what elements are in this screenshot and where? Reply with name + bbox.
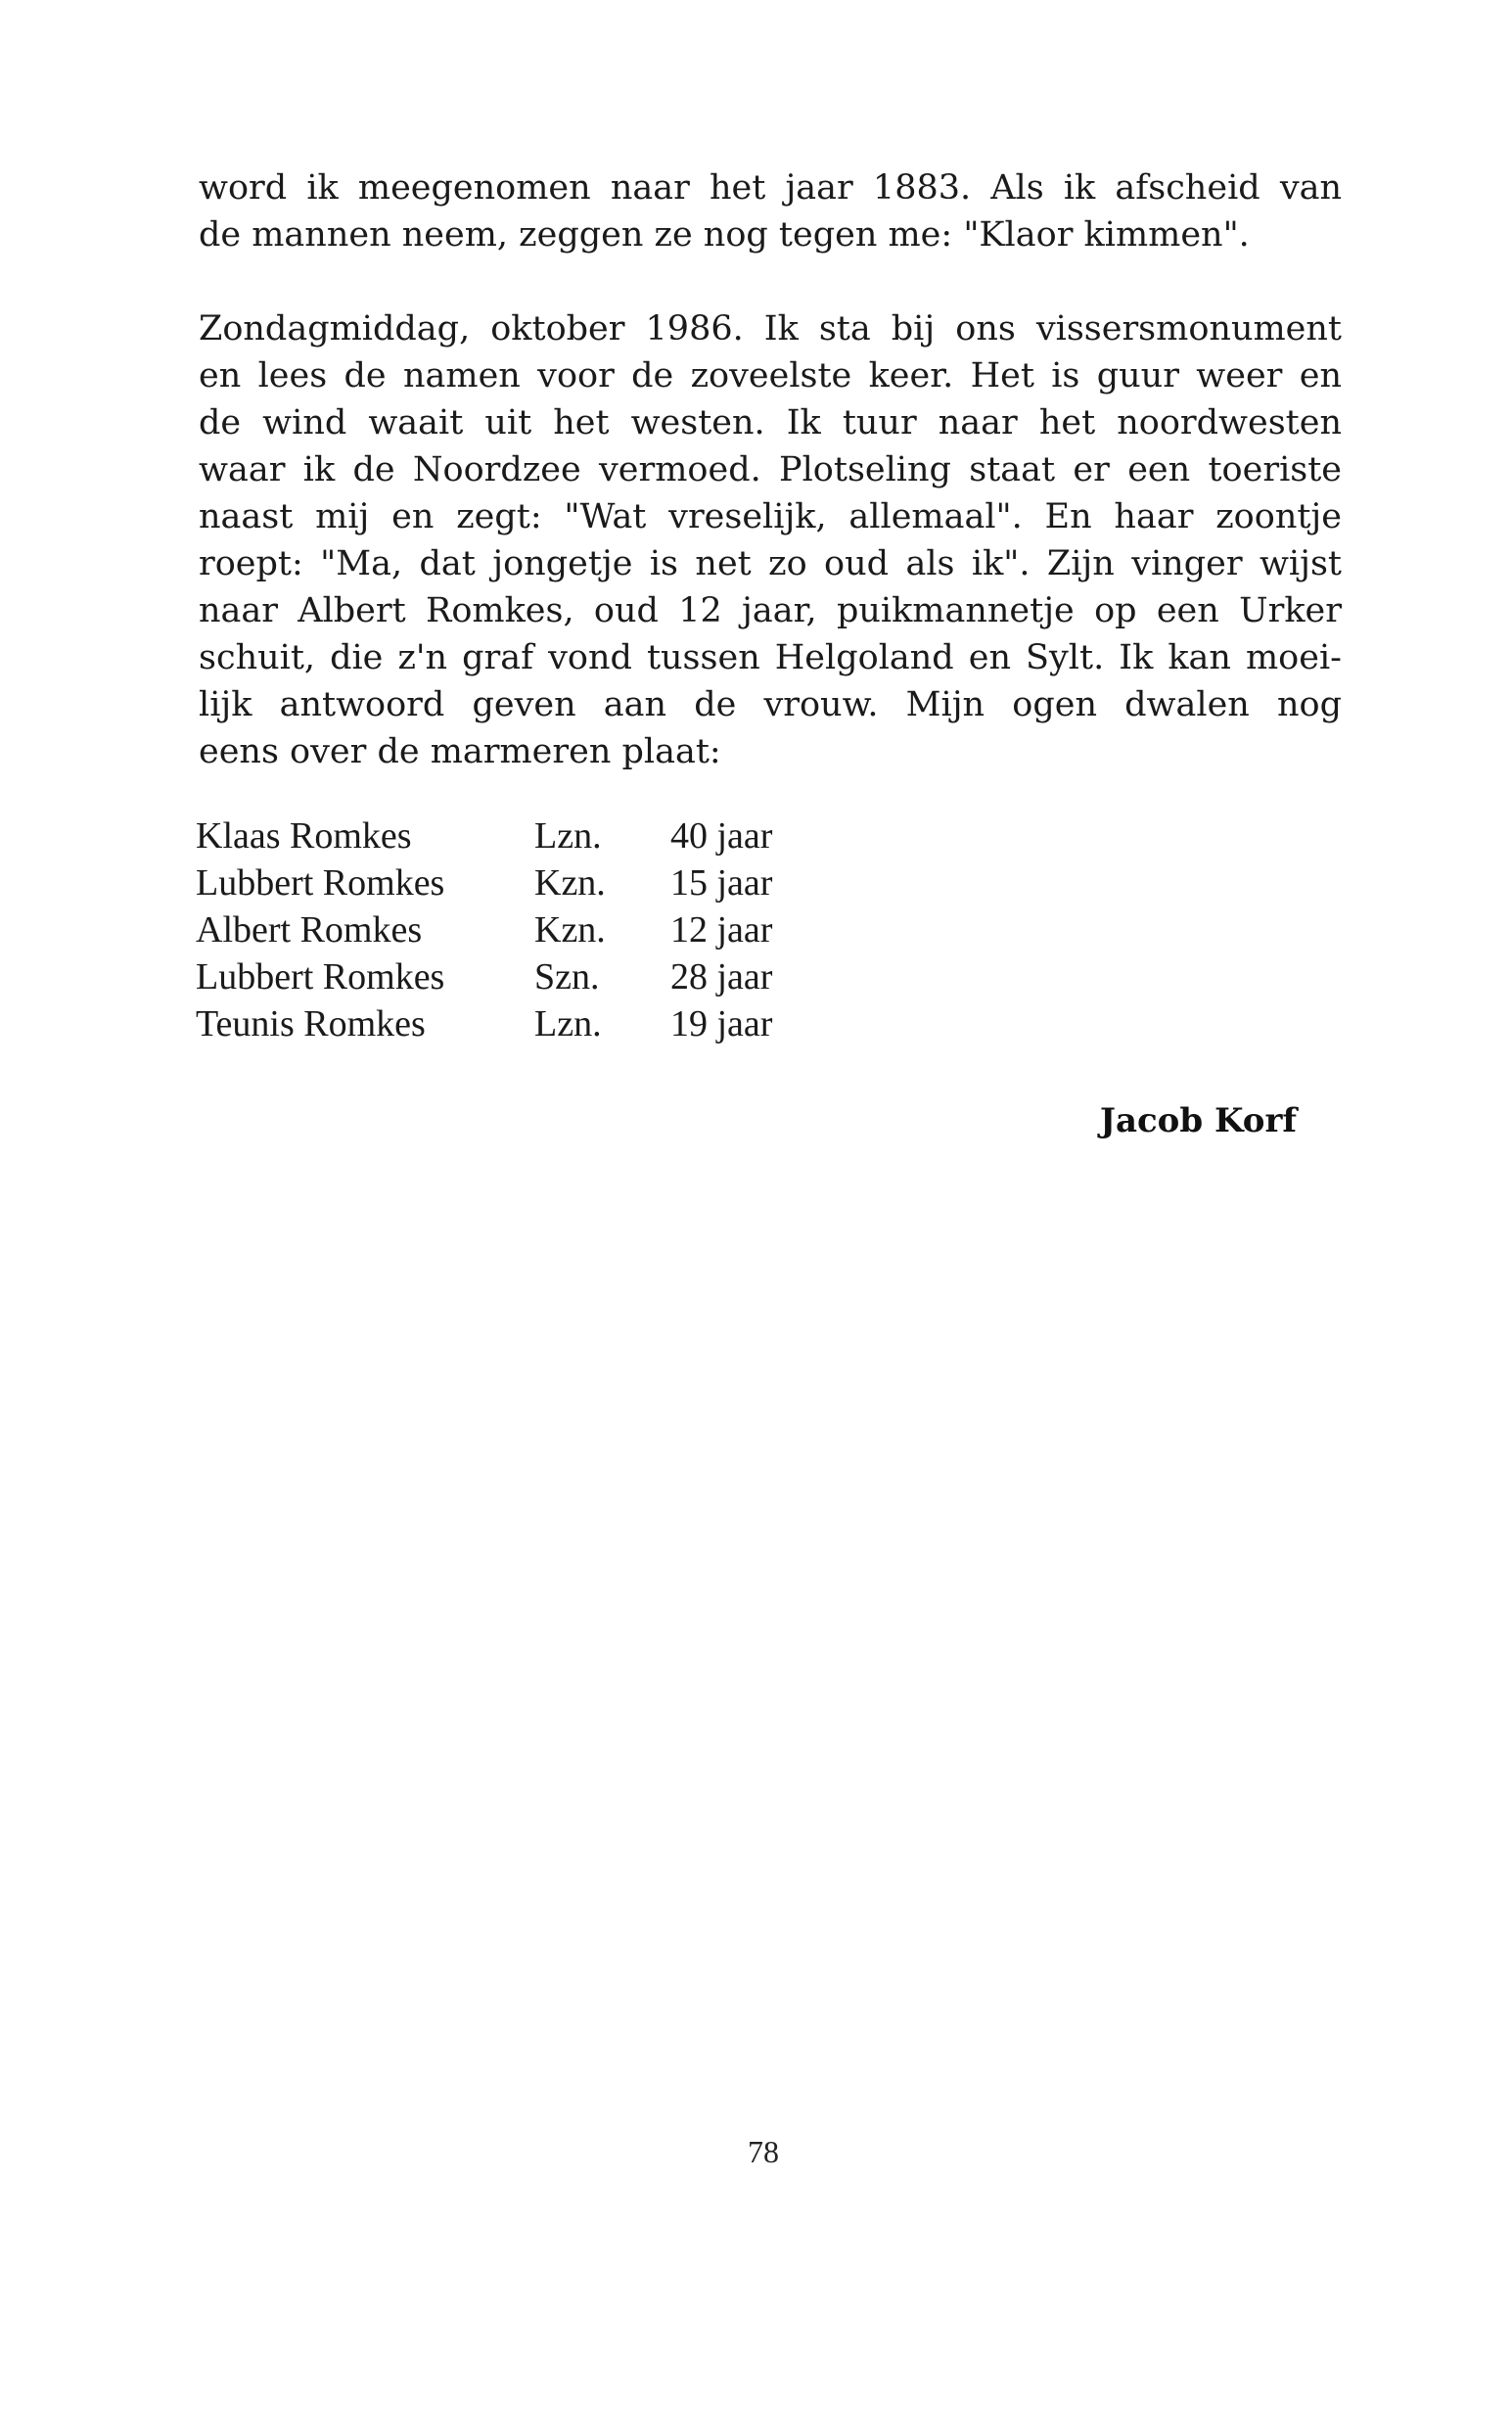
patronym-cell: Kzn. (534, 862, 606, 904)
patronym-cell: Lzn. (534, 1003, 602, 1044)
age-cell: 28 jaar (670, 956, 773, 997)
text-line: word ik meegenomen naar het jaar 1883. Als ik afscheid van (199, 168, 1342, 208)
table-row (196, 953, 866, 1000)
text-line: naast mij en zegt: "Wat vreselijk, allemaal". En haar zoontje (199, 497, 1342, 536)
text-line: lijk antwoord geven aan de vrouw. Mijn ogen dwalen nog (199, 685, 1342, 724)
author-signature: Jacob Korf (1099, 1101, 1297, 1140)
text-line: roept: "Ma, dat jongetje is net zo oud als ik". Zijn vinger wijst (199, 544, 1342, 583)
table-row (196, 812, 866, 859)
name-cell: Lubbert Romkes (196, 862, 445, 904)
age-cell: 15 jaar (670, 862, 773, 904)
patronym-cell: Szn. (534, 956, 600, 997)
text-line: schuit, die z'n graf vond tussen Helgoland en Sylt. Ik kan moei- (199, 638, 1342, 677)
text-line: en lees de namen voor de zoveelste keer. Het is guur weer en (199, 356, 1342, 395)
patronym-cell: Lzn. (534, 815, 602, 857)
table-row (196, 859, 866, 906)
name-cell: Lubbert Romkes (196, 956, 445, 997)
memorial-names-table (196, 812, 866, 1047)
paragraph-intro (199, 164, 1342, 258)
name-cell: Klaas Romkes (196, 815, 412, 857)
page-number: 78 (748, 2134, 779, 2169)
text-line: de mannen neem, zeggen ze nog tegen me: "Klaor kimmen". (199, 215, 1250, 255)
table-row (196, 906, 866, 953)
paragraph-monument (199, 305, 1342, 775)
patronym-cell: Kzn. (534, 909, 606, 951)
age-cell: 40 jaar (670, 815, 773, 857)
text-line: Zondagmiddag, oktober 1986. Ik sta bij ons vissersmonument (199, 309, 1342, 348)
text-line: waar ik de Noordzee vermoed. Plotseling staat er een toeriste (199, 450, 1342, 489)
name-cell: Teunis Romkes (196, 1003, 426, 1044)
age-cell: 19 jaar (670, 1003, 773, 1044)
name-cell: Albert Romkes (196, 909, 423, 951)
text-line: naar Albert Romkes, oud 12 jaar, puikmannetje op een Urker (199, 591, 1342, 630)
age-cell: 12 jaar (670, 909, 773, 951)
text-line: eens over de marmeren plaat: (199, 732, 721, 771)
text-line: de wind waait uit het westen. Ik tuur naar het noordwesten (199, 403, 1342, 442)
table-row (196, 1000, 866, 1047)
